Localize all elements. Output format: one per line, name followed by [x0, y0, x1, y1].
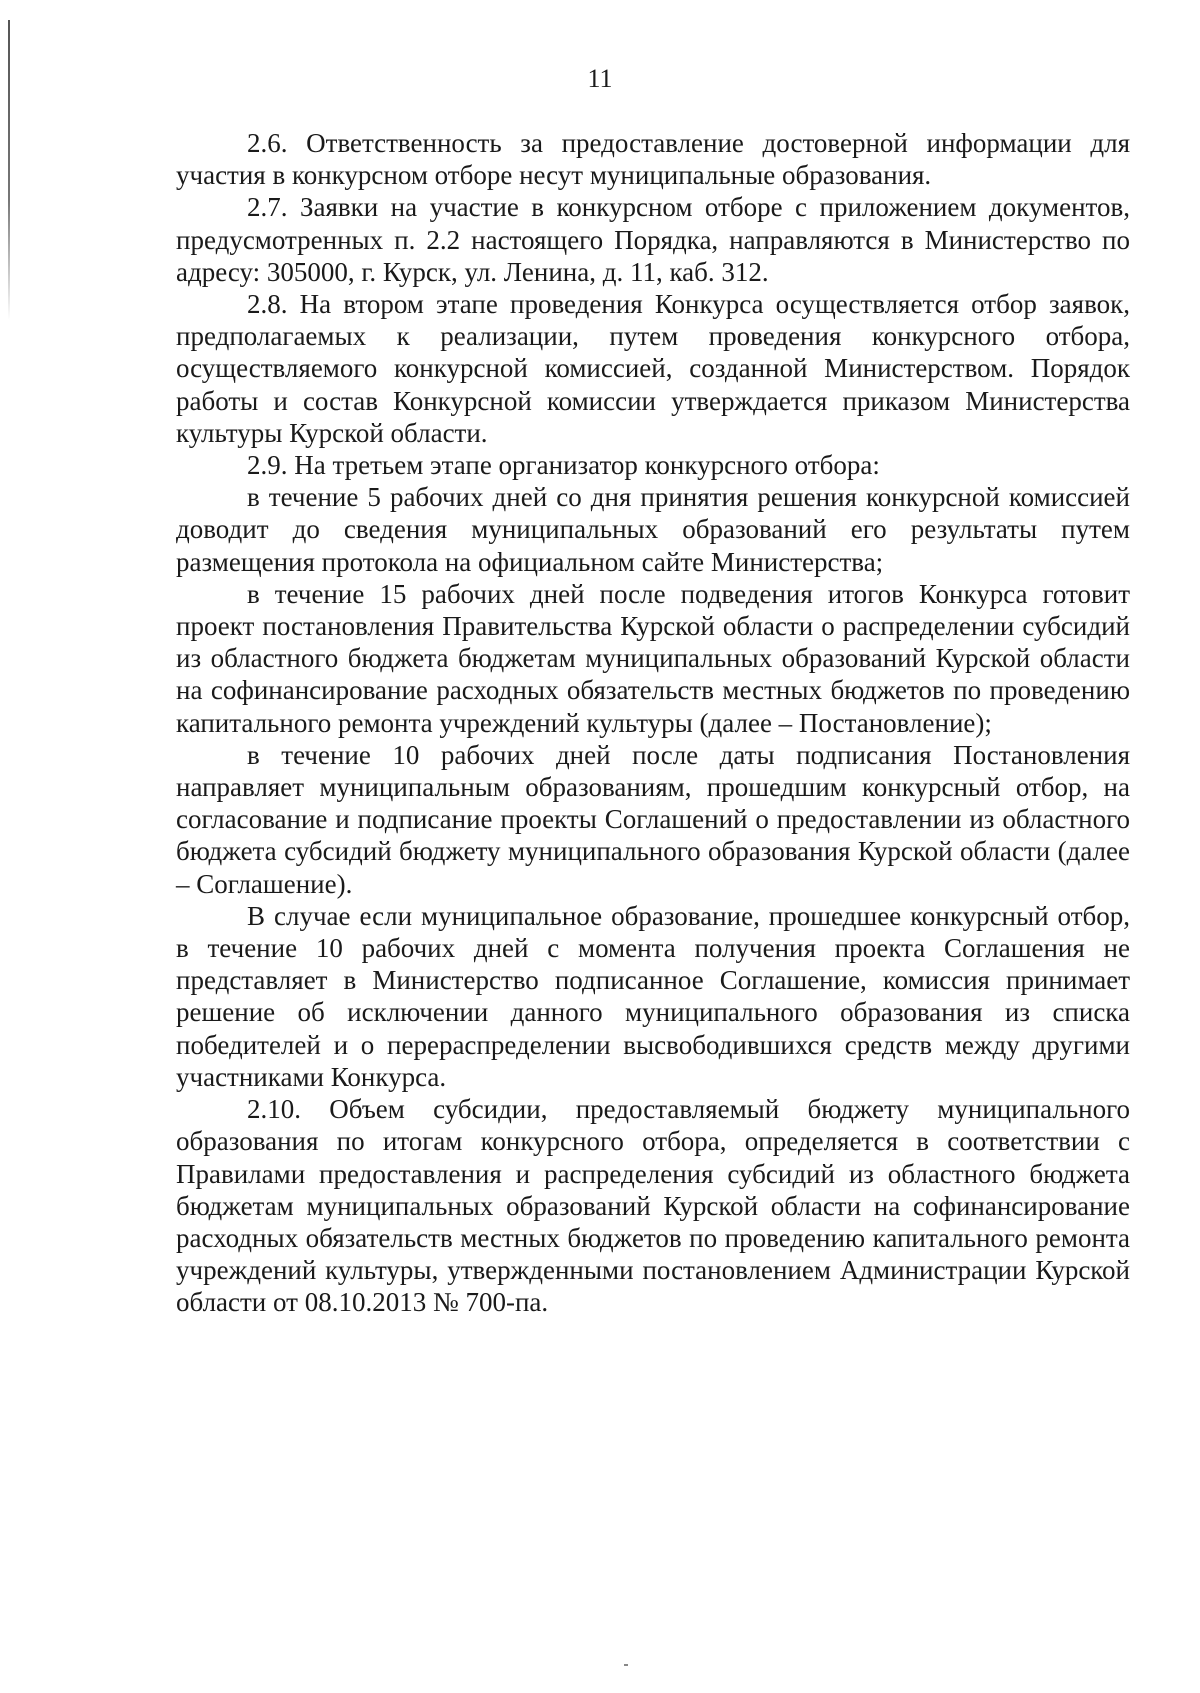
- paragraph-2-10: 2.10. Объем субсидии, предоставляемый бюджету муниципального образования по итогам конкурсного отбора, определяется в соответствии с Правилами предоставления и распределения субсидий из областного бюджета бюджетам муниципальных образований Курской области на софинансирование расходных обязательств местных бюджетов по проведению капитального ремонта учреждений культуры, утвержденными постановлением Администрации Курской области от 08.10.2013 № 700-па.: [176, 1094, 1130, 1318]
- paragraph-exclusion-case: В случае если муниципальное образование, прошедшее конкурсный отбор, в течение 10 рабочих дней с момента получения проекта Соглашения не представляет в Министерство подписанное Соглашение, комиссия принимает решение об исключении данного муниципального образования из списка победителей и о перераспределении высвободившихся средств между другими участниками Конкурса.: [176, 900, 1130, 1092]
- scan-artifact-dot: [624, 1664, 628, 1666]
- paragraph-2-9-item-1: в течение 5 рабочих дней со дня принятия решения конкурсной комиссией доводит до сведения муниципальных образований его результаты путем размещения протокола на официальном сайте Министерства;: [176, 482, 1130, 577]
- paragraph-2-9-item-3: в течение 10 рабочих дней после даты подписания Постановления направляет муниципальным образованиям, прошедшим конкурсный отбор, на согласование и подписание проекты Соглашений о предоставлении из областного бюджета субсидий бюджету муниципального образования Курской области (далее – Соглашение).: [176, 739, 1130, 899]
- page-number: 11: [587, 64, 613, 93]
- document-body: [176, 127, 1130, 1319]
- paragraph-2-8: 2.8. На втором этапе проведения Конкурса осуществляется отбор заявок, предполагаемых к реализации, путем проведения конкурсного отбора, осуществляемого конкурсной комиссией, созданной Министерством. Порядок работы и состав Конкурсной комиссии утверждается приказом Министерства культуры Курской области.: [176, 289, 1130, 448]
- paragraph-2-6: 2.6. Ответственность за предоставление достоверной информации для участия в конкурсном отборе несут муниципальные образования.: [176, 128, 1130, 191]
- paragraph-2-9: 2.9. На третьем этапе организатор конкурсного отбора:: [247, 450, 880, 481]
- paragraph-2-7: 2.7. Заявки на участие в конкурсном отборе с приложением документов, предусмотренных п. 2.2 настоящего Порядка, направляются в Министерство по адресу: 305000, г. Курск, ул. Ленина, д. 11, каб. 312.: [176, 192, 1130, 287]
- paragraph-2-9-item-2: в течение 15 рабочих дней после подведения итогов Конкурса готовит проект постановления Правительства Курской области о распределении субсидий из областного бюджета бюджетам муниципальных образований Курской области на софинансирование расходных обязательств местных бюджетов по проведению капитального ремонта учреждений культуры (далее – Постановление);: [176, 578, 1130, 738]
